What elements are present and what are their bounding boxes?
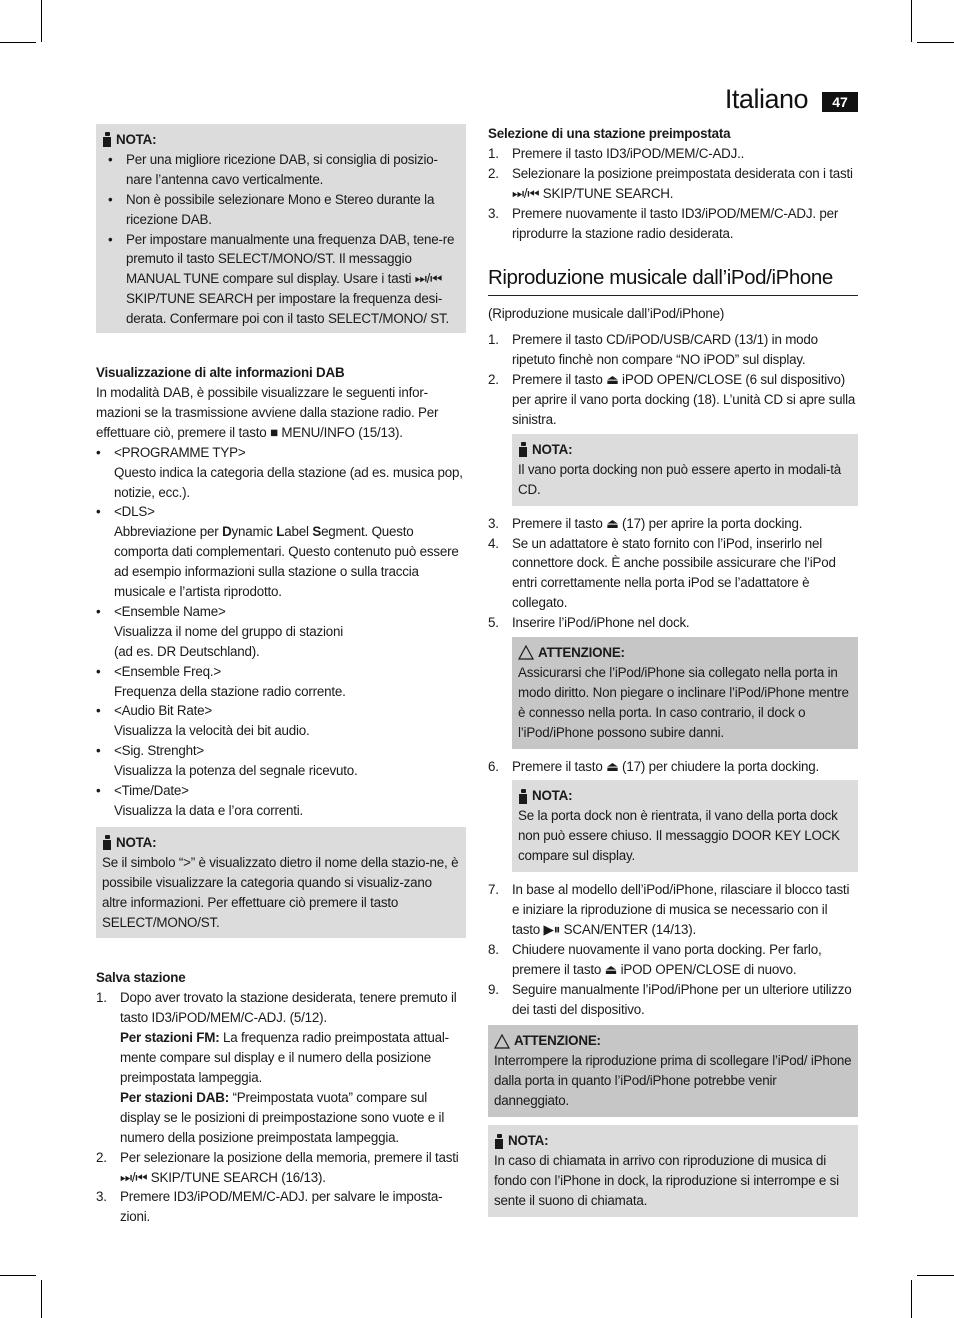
crop-mark — [911, 1280, 912, 1318]
crop-mark — [41, 0, 42, 42]
note-box — [512, 434, 858, 506]
crop-mark — [41, 1280, 42, 1318]
note-text: In caso di chiamata in arrivo con riproduzione di musica di fondo con l’iPhone in dock, la riproduzione si interrompe e si sente il suono di chiamata. — [494, 1152, 839, 1208]
note-box — [96, 124, 466, 333]
list-item: • <Sig. Strenght> Visualizza la potenza del segnale ricevuto. — [96, 743, 358, 779]
warning-text: Interrompere la riproduzione prima di scollegare l’iPod/ iPhone dalla porta in quanto l’iPod/iPhone potrebbe venir danneggiato. — [494, 1053, 852, 1109]
paragraph: In modalità DAB, è possibile visualizzare le seguenti infor-mazioni se la trasmissione avviene dalla stazione radio. Per effettuare ciò, premere il tasto ■ MENU/INFO (15/13). — [96, 384, 439, 440]
list-item: • <Ensemble Freq.> Frequenza della stazione radio corrente. — [96, 663, 346, 699]
warning-box — [512, 637, 858, 749]
step: 2. Premere il tasto ⏏ iPOD OPEN/CLOSE (6 sul dispositivo) per aprire il vano porta docking (18). L’unità CD si apre sulla sinistra. — [488, 372, 856, 427]
step: 1. Dopo aver trovato la stazione desiderata, tenere premuto il tasto ID3/iPOD/MEM/C-ADJ. (5/12). Per stazioni FM: La frequenza radio preimpostata attual-mente compare sul display e il numero della posizione preimpostata lampeggia. Per stazioni DAB: “Preimpostata vuota” compare sul display se le posizioni di preimpostazione sono vuote e il numero della posizione preimpostata lampeggia. — [96, 990, 457, 1145]
crop-mark — [0, 1275, 36, 1276]
note-title: NOTA: — [532, 788, 573, 804]
list-item: • <DLS> Abbreviazione per Dynamic Label Segment. Questo comporta dati complementari. Questo contenuto può essere ad esempio informazioni sulla stazione o sulla traccia musicale e l’artista riprodotto. — [96, 504, 459, 600]
note-box — [96, 827, 466, 939]
list-item: • <PROGRAMME TYP> Questo indica la categoria della stazione (ad es. musica pop, notizie, ecc.). — [96, 444, 463, 500]
step: 1. Premere il tasto ID3/iPOD/MEM/C-ADJ.. — [488, 145, 745, 161]
step: 6. Premere il tasto ⏏ (17) per chiudere la porta docking. — [488, 758, 820, 774]
note-text: Se la porta dock non è rientrata, il vano della porta dock non può essere chiuso. Il messaggio DOOR KEY LOCK compare sul display. — [518, 808, 840, 864]
note-text: Il vano porta docking non può essere aperto in modali-tà CD. — [518, 461, 842, 497]
page-language-title: Italiano — [724, 84, 808, 114]
step: 4. Se un adattatore è stato fornito con l’iPod, inserirlo nel connettore dock. È anche possibile assicurare che l’iPod entri correttamente nella porta iPod se l’adattatore è collegato. — [488, 535, 836, 611]
note-title: NOTA: — [508, 1133, 549, 1149]
note-text: Se il simbolo “>” è visualizzato dietro il nome della stazio-ne, è possibile visualizzare la categoria quando si visualiz-zano altre informazioni. Per effettuare ciò premere il tasto SELECT/MONO/ST. — [102, 854, 459, 930]
section-heading: Selezione di una stazione preimpostata — [488, 126, 731, 141]
crop-mark — [0, 42, 36, 43]
section-title: Riproduzione musicale dall’iPod/iPhone — [488, 265, 858, 296]
warning-icon — [518, 645, 534, 660]
note-box — [488, 1125, 858, 1217]
step: 9. Seguire manualmente l’iPod/iPhone per un ulteriore utilizzo dei tasti del dispositivo. — [488, 981, 852, 1017]
list-item: • <Audio Bit Rate> Visualizza la velocità dei bit audio. — [96, 703, 310, 739]
list-item: • Per impostare manualmente una frequenza DAB, tene-re premuto il tasto SELECT/MONO/ST. Il messaggio MANUAL TUNE compare sul display. Usare i tasti ⏭/⏮ SKIP/TUNE SEARCH per impostare la frequenza desi-derata. Confermare poi con il tasto SELECT/MONO/ ST. — [108, 231, 455, 327]
info-icon — [102, 835, 112, 850]
crop-mark — [917, 1275, 954, 1276]
note-title: NOTA: — [116, 132, 157, 147]
list-item: • <Ensemble Name> Visualizza il nome del gruppo di stazioni (ad es. DR Deutschland). — [96, 603, 343, 659]
step: 8. Chiudere nuovamente il vano porta docking. Per farlo, premere il tasto ⏏ iPOD OPEN/CLOSE di nuovo. — [488, 941, 822, 977]
step: 2. Per selezionare la posizione della memoria, premere il tasti ⏭/⏮ SKIP/TUNE SEARCH (16/13). — [96, 1149, 459, 1185]
list-item: • Per una migliore ricezione DAB, si consiglia di posizio-nare l’antenna cavo verticalmente. — [108, 151, 438, 187]
left-column — [96, 124, 466, 1227]
list-item: • Non è possibile selezionare Mono e Stereo durante la ricezione DAB. — [108, 191, 435, 227]
section-heading: Visualizzazione di alte informazioni DAB — [96, 365, 345, 381]
crop-mark — [917, 42, 954, 43]
list-item: • <Time/Date> Visualizza la data e l’ora correnti. — [96, 783, 304, 818]
step: 7. In base al modello dell’iPod/iPhone, rilasciare il blocco tasti e iniziare la riproduzione di musica se necessario con il tasto ▶⏸ SCAN/ENTER (14/13). — [488, 882, 850, 937]
warning-title: ATTENZIONE: — [538, 645, 625, 661]
info-icon — [494, 1134, 504, 1149]
page-number: 47 — [822, 92, 858, 112]
info-icon — [518, 789, 528, 804]
step: 3. Premere ID3/iPOD/MEM/C-ADJ. per salvare le imposta-zioni. — [96, 1189, 443, 1225]
paragraph: (Riproduzione musicale dall’iPod/iPhone) — [488, 306, 725, 322]
step: 3. Premere nuovamente il tasto ID3/iPOD/MEM/C-ADJ. per riprodurre la stazione radio desiderata. — [488, 205, 839, 241]
warning-box — [488, 1025, 858, 1117]
info-icon — [102, 132, 112, 147]
info-icon — [518, 442, 528, 457]
step: 3. Premere il tasto ⏏ (17) per aprire la porta docking. — [488, 515, 803, 531]
warning-title: ATTENZIONE: — [514, 1033, 601, 1049]
step: 2. Selezionare la posizione preimpostata desiderata con i tasti ⏭/⏮ SKIP/TUNE SEARCH. — [488, 165, 853, 201]
section-heading: Salva stazione — [96, 970, 186, 986]
right-column — [488, 124, 858, 1225]
note-box — [512, 780, 858, 872]
step: 1. Premere il tasto CD/iPOD/USB/CARD (13/1) in modo ripetuto finchè non compare “NO iPOD” sul display. — [488, 332, 818, 368]
crop-mark — [911, 0, 912, 42]
note-title: NOTA: — [532, 441, 573, 457]
step: 5. Inserire l’iPod/iPhone nel dock. — [488, 615, 690, 631]
note-title: NOTA: — [116, 834, 157, 850]
warning-text: Assicurarsi che l’iPod/iPhone sia collegato nella porta in modo diritto. Non piegare o inclinare l’iPod/iPhone mentre è connesso nella porta. In caso contrario, il dock o l’iPod/iPhone possono subire danni. — [518, 664, 849, 740]
warning-icon — [494, 1034, 510, 1049]
